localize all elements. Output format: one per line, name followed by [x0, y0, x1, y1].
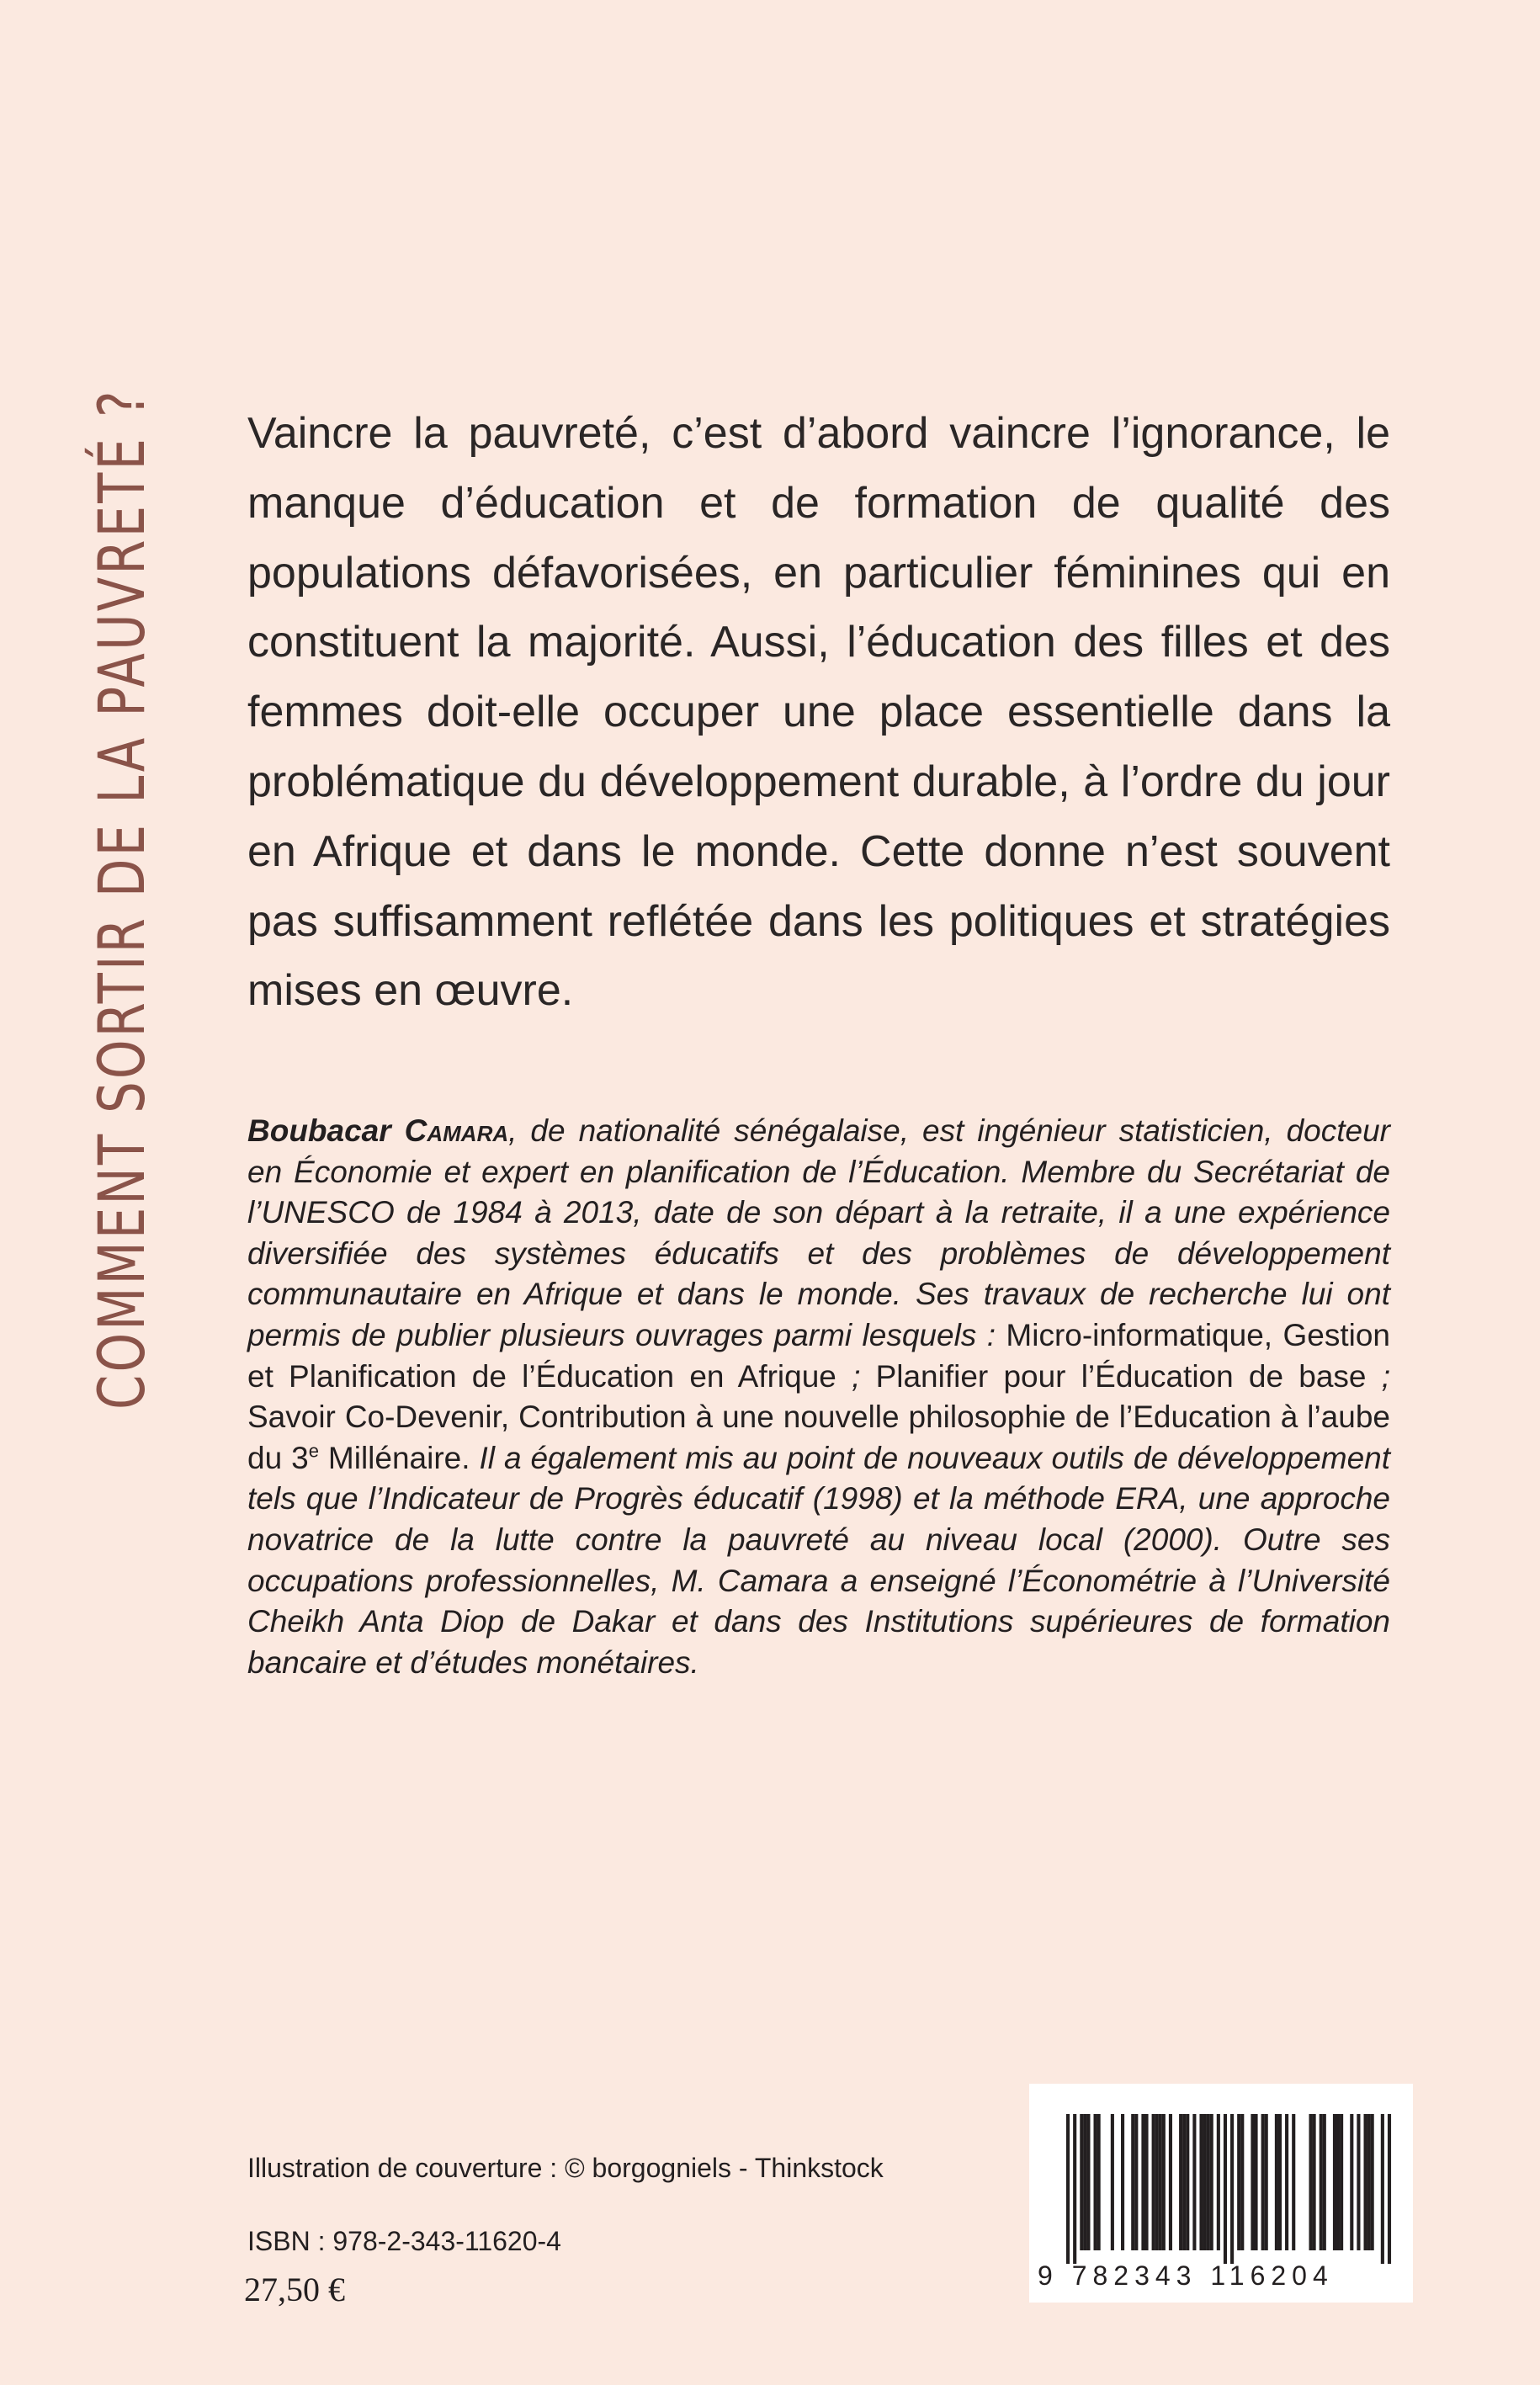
barcode-bar	[1080, 2114, 1083, 2250]
barcode-bar	[1121, 2114, 1124, 2250]
barcode-bar	[1292, 2114, 1295, 2250]
blurb-paragraph: Vaincre la pauvreté, c’est d’abord vaincre l’ignorance, le manque d’éducation et de formation de qualité des populations défavorisées, en particulier féminines qui en constituent la majorité. Aussi, l’éducation des filles et des femmes doit-elle occuper une place essentielle dans la problématique du développement durable, à l’ordre du jour en Afrique et dans le monde. Cette donne n’est souvent pas suffisamment reflétée dans les politiques et stratégies mises en œuvre.	[247, 409, 1390, 1016]
barcode-digits: 9 782343 116204	[1038, 2260, 1334, 2291]
barcode-bar	[1186, 2114, 1189, 2250]
barcode-bars	[1043, 2114, 1399, 2264]
barcode-bar	[1111, 2114, 1114, 2250]
barcode-bar	[1371, 2114, 1374, 2250]
bio-text-2: Il a également mis au point de nouveaux outils de développement tels que l’Indicateur de Progrès éducatif (1998) et la méthode ERA, une approche novatrice de la lutte contre la pauvreté au niveau local (2000). Outre ses occupations professionnelles, M. Camara a enseigné l’Économétrie à l’Université Cheikh Anta Diop de Dakar et dans des Institutions supérieures de formation bancaire et d’études monétaires.	[247, 1440, 1391, 1680]
barcode-bar	[1162, 2114, 1166, 2250]
bio-book-title-2: Planifier pour l’Éducation de base	[875, 1358, 1382, 1394]
barcode-bar	[1141, 2114, 1144, 2250]
barcode-bar	[1309, 2114, 1312, 2250]
barcode-bar	[1155, 2114, 1159, 2250]
barcode-bar	[1285, 2114, 1288, 2250]
barcode-bar	[1320, 2114, 1323, 2250]
barcode-bar	[1179, 2114, 1182, 2250]
barcode-bar	[1275, 2114, 1278, 2250]
barcode-bar	[1182, 2114, 1186, 2250]
bio-book-title-3-end: Millénaire.	[318, 1440, 480, 1475]
illustration-credit: Illustration de couverture : © borgogniels - Thinkstock	[247, 2153, 884, 2183]
barcode-bar	[1207, 2114, 1210, 2250]
barcode-bar	[1217, 2114, 1220, 2250]
barcode-bar	[1230, 2114, 1234, 2264]
barcode-bar	[1313, 2114, 1316, 2250]
barcode-bar	[1323, 2114, 1326, 2250]
barcode-bar	[1169, 2114, 1172, 2250]
barcode-bar	[1210, 2114, 1213, 2250]
bio-superscript: e	[308, 1440, 319, 1462]
barcode-bar	[1251, 2114, 1254, 2250]
barcode-box	[1029, 2084, 1413, 2303]
barcode-bar	[1333, 2114, 1336, 2250]
barcode-bar	[1261, 2114, 1265, 2250]
barcode-bar	[1131, 2114, 1134, 2250]
isbn-text: ISBN : 978-2-343-11620-4	[247, 2226, 561, 2256]
barcode-bar	[1199, 2114, 1203, 2250]
barcode-bar	[1203, 2114, 1207, 2250]
barcode-bar	[1086, 2114, 1090, 2250]
author-bio	[247, 1111, 1390, 1683]
barcode-bar	[1254, 2114, 1257, 2250]
barcode-bar	[1381, 2114, 1384, 2264]
bio-text-1: , de nationalité sénégalaise, est ingénieur statisticien, docteur en Économie et expert en planification de l’Éducation. Membre du Secrétariat de l’UNESCO de 1984 à 2013, date de son départ à la retraite, il a une expérience diversifiée des systèmes éducatifs et des problèmes de développement communautaire en Afrique et dans le monde. Ses travaux de recherche lui ont permis de publier plusieurs ouvrages parmi lesquels :	[247, 1113, 1390, 1352]
bio-book-title-1: Micro-informatique, Gestion et Planification de l’Éducation en Afrique	[247, 1317, 1390, 1394]
barcode-bar	[1350, 2114, 1353, 2250]
barcode-bar	[1340, 2114, 1343, 2250]
bio-separator-2: ;	[1381, 1358, 1390, 1394]
barcode-bar	[1265, 2114, 1268, 2250]
barcode-bar	[1367, 2114, 1371, 2250]
barcode-bar	[1224, 2114, 1227, 2264]
barcode-bar	[1097, 2114, 1101, 2250]
barcode-bar	[1240, 2114, 1244, 2250]
barcode-bar	[1094, 2114, 1097, 2250]
barcode-bar	[1237, 2114, 1240, 2250]
author-last-name: Camara	[404, 1113, 509, 1148]
spine-title: COMMENT SORTIR DE LA PAUVRETÉ ?	[84, 388, 159, 1410]
barcode-bar	[1363, 2114, 1367, 2250]
barcode-bar	[1192, 2114, 1196, 2250]
price-text: 27,50 €	[244, 2271, 345, 2308]
barcode-bar	[1144, 2114, 1148, 2250]
barcode-bar	[1066, 2114, 1070, 2264]
barcode-bar	[1159, 2114, 1162, 2250]
bio-book-title-3: Savoir Co-Devenir, Contribution à une nouvelle philosophie de l’Education à l’aube du 3	[247, 1400, 1390, 1475]
barcode-bar	[1083, 2114, 1086, 2250]
author-first-name: Boubacar	[247, 1113, 405, 1148]
bio-separator-1: ;	[852, 1358, 876, 1394]
barcode-bar	[1152, 2114, 1155, 2250]
barcode-bar	[1357, 2114, 1360, 2250]
barcode-bar	[1134, 2114, 1138, 2250]
barcode-bar	[1278, 2114, 1282, 2250]
barcode-bar	[1073, 2114, 1076, 2264]
barcode-bar	[1336, 2114, 1340, 2250]
barcode-bar	[1388, 2114, 1391, 2264]
